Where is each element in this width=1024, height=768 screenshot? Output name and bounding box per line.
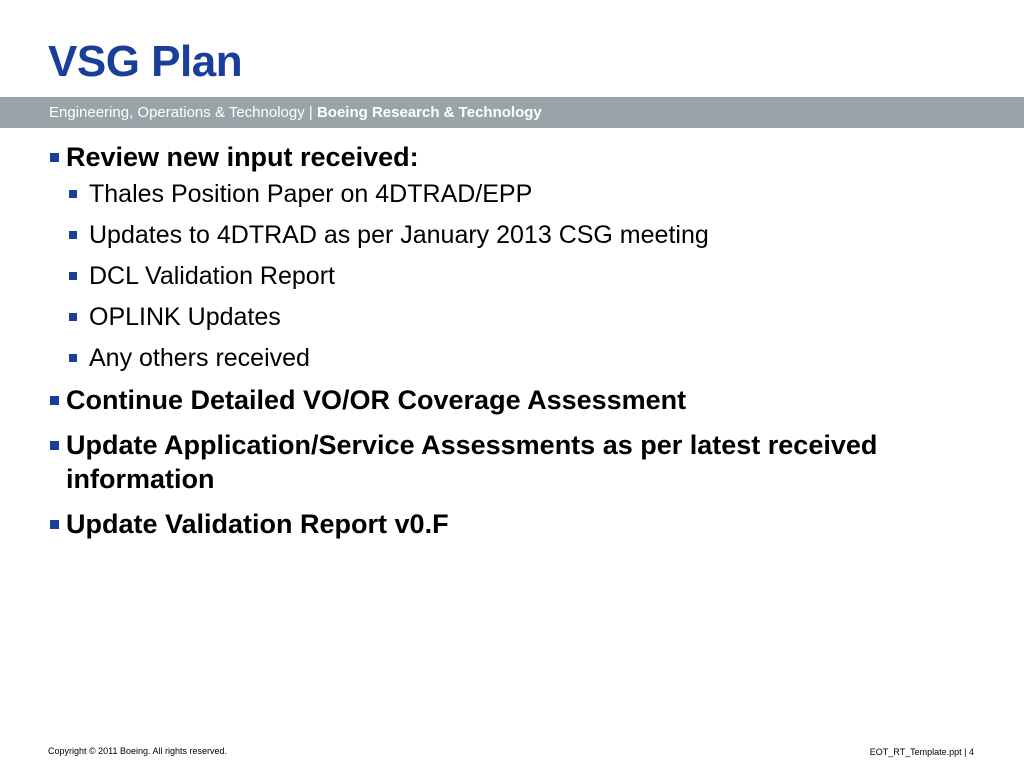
square-bullet-icon bbox=[50, 153, 59, 162]
header-banner bbox=[0, 97, 1024, 128]
bullet-text: Review new input received: bbox=[66, 142, 419, 172]
sub-bullet-thales-paper bbox=[48, 178, 948, 210]
square-bullet-icon bbox=[69, 313, 77, 321]
footer-page-info: EOT_RT_Template.ppt | 4 bbox=[869, 747, 974, 757]
sub-bullet-dcl-report bbox=[48, 260, 948, 292]
bullet-text: Thales Position Paper on 4DTRAD/EPP bbox=[89, 180, 533, 208]
sub-bullet-4dtrad-updates bbox=[48, 219, 948, 251]
bullet-validation-report bbox=[48, 507, 948, 541]
bullet-text: Any others received bbox=[89, 344, 310, 372]
square-bullet-icon bbox=[69, 272, 77, 280]
sub-bullet-oplink bbox=[48, 301, 948, 333]
square-bullet-icon bbox=[50, 396, 59, 405]
banner-org: Engineering, Operations & Technology | bbox=[49, 104, 317, 121]
bullet-text: Update Validation Report v0.F bbox=[66, 509, 449, 539]
bullet-vo-or-coverage bbox=[48, 383, 948, 417]
banner-unit: Boeing Research & Technology bbox=[316, 104, 542, 121]
square-bullet-icon bbox=[50, 520, 59, 529]
sub-bullet-others bbox=[48, 342, 948, 374]
square-bullet-icon bbox=[69, 190, 77, 198]
bullet-list bbox=[48, 140, 948, 541]
banner-text bbox=[49, 104, 542, 121]
bullet-text: OPLINK Updates bbox=[89, 303, 281, 331]
bullet-application-assessments bbox=[48, 428, 896, 496]
footer-copyright: Copyright © 2011 Boeing. All rights reserved. bbox=[48, 746, 228, 756]
square-bullet-icon bbox=[50, 441, 59, 450]
bullet-text: Update Application/Service Assessments as per latest received information bbox=[66, 430, 878, 494]
square-bullet-icon bbox=[69, 354, 77, 362]
bullet-text: Updates to 4DTRAD as per January 2013 CSG meeting bbox=[89, 221, 709, 249]
square-bullet-icon bbox=[69, 231, 77, 239]
bullet-text: DCL Validation Report bbox=[89, 262, 335, 290]
bullet-review-input bbox=[48, 140, 948, 174]
bullet-text: Continue Detailed VO/OR Coverage Assessment bbox=[66, 385, 687, 415]
slide-title: VSG Plan bbox=[48, 37, 243, 86]
